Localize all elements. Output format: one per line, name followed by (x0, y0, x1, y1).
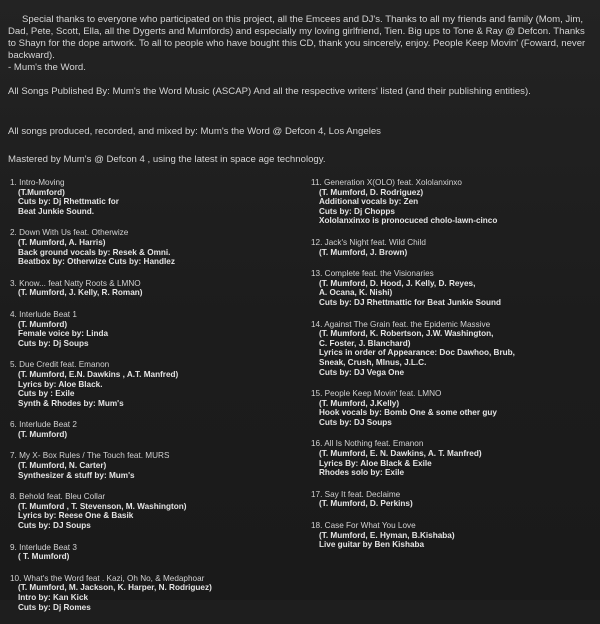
track-entry (311, 269, 596, 307)
track-title: 12. Jack's Night feat. Wild Child (311, 237, 426, 247)
track-entry (10, 279, 295, 298)
track-credit-line: (T. Mumford, D. Rodriguez) (319, 187, 424, 197)
track-entry (311, 320, 596, 378)
track-title: 6. Interlude Beat 2 (10, 420, 77, 430)
track-credit-line: (T. Mumford, J.Kelly) (319, 398, 400, 408)
track-credit-line: Sneak, Crush, MInus, J.L.C. (319, 357, 427, 367)
track-credit-line: Lyrics by: Reese One & Basik (18, 511, 134, 521)
track-title: 5. Due Credit feat. Emanon (10, 360, 110, 370)
track-entry (10, 543, 295, 562)
track-credit-line: Hook vocals by: Bomb One & some other guy (319, 408, 497, 418)
track-entry (10, 360, 295, 408)
track-credit-line: (T.Mumford) (18, 187, 65, 197)
track-credit-line: Cuts by: Dj Soups (18, 338, 89, 348)
track-title: 3. Know... feat Natty Roots & LMNO (10, 278, 141, 288)
track-title: 11. Generation X(OLO) feat. Xololanxinxo (311, 178, 462, 187)
track-credit-line: Lyrics By: Aloe Black & Exile (319, 458, 432, 468)
track-entry (311, 439, 596, 477)
track-credit-line: A. Ocana, K. Nishi) (319, 288, 393, 298)
track-title: 9. Interlude Beat 3 (10, 542, 77, 552)
track-credit-line: Live guitar by Ben Kishaba (319, 540, 425, 550)
track-credit-line: Cuts by: DJ Vega One (319, 367, 405, 377)
track-credit-line: Cuts by: DJ Soups (18, 521, 91, 531)
track-entry (10, 178, 295, 216)
track-credit-line: Cuts by: Dj Chopps (319, 206, 395, 216)
track-entry (311, 238, 596, 257)
thanks-paragraph: Special thanks to everyone who participated on this project, all the Emcees and DJ's. Thanks to all my friends and family (Mom, Jim, Dad, Pete, Scott, Ella, all the Dygerts and Mumfords) and especially my loving girlfriend, Tien. Big ups to Tone & Ray @ Defcon. Thanks to Shayn for the dope artwork. To all to people who have bought this CD, thank you sincerely, enjoy. People Keep Movin' (Foward, never backward). (8, 14, 586, 61)
track-entry (10, 420, 295, 439)
track-credit-line: (T. Mumford, D. Hood, J. Kelly, D. Reyes, (319, 278, 476, 288)
track-entry (311, 521, 596, 550)
track-credit-line: Beatbox by: Otherwize Cuts by: Handlez (18, 257, 175, 267)
publishing-credit: All Songs Published By: Mum's the Word Music (ASCAP) And all the respective writers' listed (and their publishing entities). (8, 86, 531, 97)
track-credit-line: Cuts by: DJ Rhettmattic for Beat Junkie Sound (319, 297, 501, 307)
thanks-section (8, 14, 588, 74)
track-credit-line: Synth & Rhodes by: Mum's (18, 398, 124, 408)
track-credit-line: Additional vocals by: Zen (319, 197, 419, 207)
track-credit-line: (T. Mumford, D. Perkins) (319, 499, 413, 509)
track-credit-line: Female voice by: Linda (18, 329, 109, 339)
track-credit-line: Cuts by : Exile (18, 389, 75, 399)
track-credit-line: (T. Mumford, E.N. Dawkins , A.T. Manfred) (18, 369, 179, 379)
track-title: 15. People Keep Movin' feat. LMNO (311, 389, 442, 399)
track-credit-line: Cuts by: Dj Romes (18, 602, 91, 612)
track-credit-line: Rhodes solo by: Exile (319, 468, 405, 478)
track-title: 14. Against The Grain feat. the Epidemic Massive (311, 319, 491, 329)
track-entry (10, 574, 295, 612)
tracklist-left-column (10, 178, 295, 624)
track-title: 2. Down With Us feat. Otherwize (10, 228, 129, 238)
track-credit-line: (T. Mumford, E. N. Dawkins, A. T. Manfred) (319, 449, 482, 459)
track-entry (311, 490, 596, 509)
track-credit-line: Back ground vocals by: Resek & Omni. (18, 247, 171, 257)
track-title: 7. My X- Box Rules / The Touch feat. MURS (10, 451, 170, 461)
track-credit-line: ( T. Mumford) (18, 552, 70, 562)
track-credit-line: Xololanxinxo is pronocuced cholo-lawn-cinco (319, 216, 498, 226)
track-credit-line: (T. Mumford, M. Jackson, K. Harper, N. Rodriguez) (18, 583, 212, 593)
track-entry (10, 492, 295, 530)
track-credit-line: (T. Mumford, J. Brown) (319, 247, 408, 257)
tracklist-right-column (311, 178, 596, 562)
track-credit-line: C. Foster, J. Blanchard) (319, 338, 411, 348)
track-title: 1. Intro-Moving (10, 178, 65, 187)
track-title: 17. Say It feat. Declaime (311, 489, 401, 499)
signoff: - Mum's the Word. (8, 62, 86, 73)
track-title: 18. Case For What You Love (311, 521, 416, 531)
track-entry (10, 310, 295, 348)
track-title: 13. Complete feat. the Visionaries (311, 269, 434, 279)
production-credit: All songs produced, recorded, and mixed by: Mum's the Word @ Defcon 4, Los Angeles (8, 126, 381, 137)
track-entry (10, 228, 295, 266)
track-credit-line: (T. Mumford, E. Hyman, B.Kishaba) (319, 530, 455, 540)
track-title: 16. All Is Nothing feat. Emanon (311, 439, 424, 449)
track-title: 4. Interlude Beat 1 (10, 309, 77, 319)
mastering-credit: Mastered by Mum's @ Defcon 4 , using the latest in space age technology. (8, 154, 326, 165)
track-entry (311, 178, 596, 226)
track-credit-line: Beat Junkie Sound. (18, 206, 94, 216)
track-credit-line: Cuts by: DJ Soups (319, 417, 392, 427)
track-credit-line: Cuts by: Dj Rhettmatic for (18, 197, 119, 207)
track-credit-line: (T. Mumford , T. Stevenson, M. Washington) (18, 501, 187, 511)
track-credit-line: Intro by: Kan Kick (18, 593, 89, 602)
track-credit-line: (T. Mumford, K. Robertson, J.W. Washington, (319, 329, 494, 339)
track-title: 8. Behold feat. Bleu Collar (10, 492, 106, 502)
track-credit-line: Synthesizer & stuff by: Mum's (18, 470, 135, 480)
track-credit-line: (T. Mumford, N. Carter) (18, 461, 107, 471)
track-credit-line: (T. Mumford, J. Kelly, R. Roman) (18, 288, 143, 298)
track-credit-line: (T. Mumford) (18, 429, 68, 439)
track-entry (311, 389, 596, 427)
track-title: 10. What's the Word feat . Kazi, Oh No, & Medaphoar (10, 573, 205, 583)
track-credit-line: Lyrics in order of Appearance: Doc Dawhoo, Brub, (319, 348, 515, 358)
track-entry (10, 451, 295, 480)
track-credit-line: (T. Mumford) (18, 319, 68, 329)
track-credit-line: (T. Mumford, A. Harris) (18, 237, 106, 247)
track-credit-line: Lyrics by: Aloe Black. (18, 379, 103, 389)
